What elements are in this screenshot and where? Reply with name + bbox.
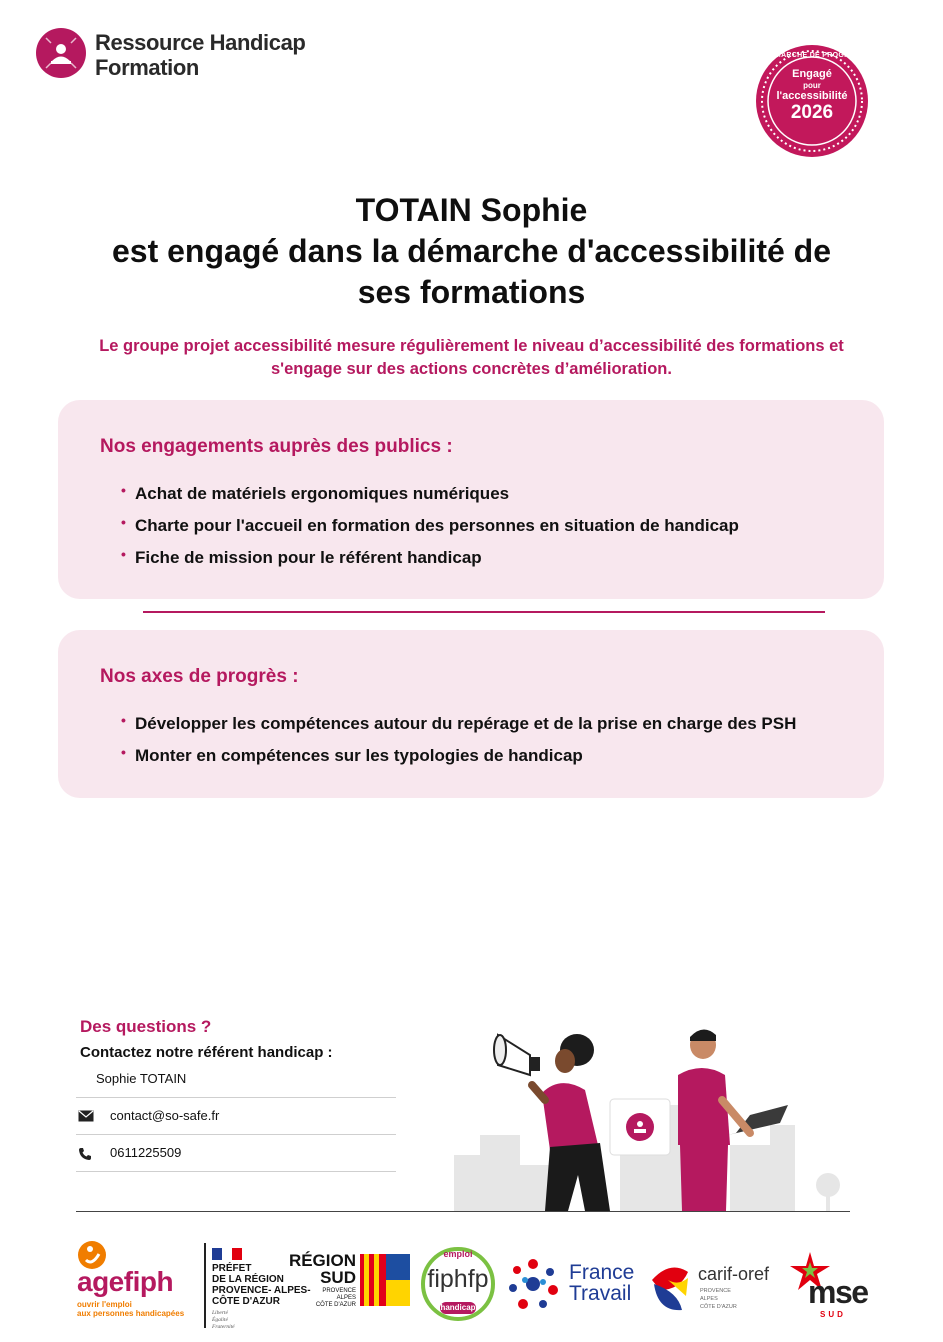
footer-divider [76,1211,850,1212]
contact-email[interactable]: contact@so-safe.fr [110,1108,220,1123]
logo-wordmark: Ressource Handicap Formation [95,30,306,80]
france-travail-dots-icon [505,1256,561,1312]
badge-line1: Engagé [792,68,832,80]
badge-line2: pour [803,81,821,90]
phone-icon [78,1147,92,1161]
contact-email-row[interactable] [76,1098,396,1135]
french-flag-icon [212,1248,242,1260]
badge-year: 2026 [790,102,834,123]
prefet-logo: PRÉFET DE LA RÉGION PROVENCE- ALPES- CÔTE D'AZUR Liberté Égalité Fraternité [212,1248,322,1334]
progres-panel [58,630,884,798]
list-item: • Fiche de mission pour le référent handicap [135,542,739,574]
list-item: • Monter en compétences sur les typologies de handicap [135,740,796,772]
list-item: • Achat de matériels ergonomiques numériques [135,478,739,510]
mse-sud-logo: mse SUD [790,1252,870,1324]
contact-name-row [76,1061,396,1098]
section-divider [143,611,825,613]
logo-mark [36,28,86,78]
badge-line3: l'accessibilité [776,90,848,102]
contact-name: Sophie TOTAIN [96,1071,187,1086]
progres-title: Nos axes de progrès : [100,666,299,687]
accessibility-badge [752,44,872,158]
region-shield-icon [360,1254,410,1306]
questions-title: Des questions ? [80,1017,212,1036]
person-icon [36,28,86,78]
contact-subtitle: Contactez notre référent handicap : [80,1044,333,1061]
carif-oref-logo: carif-oref PROVENCE ALPES CÔTE D'AZUR [648,1258,793,1316]
logo-separator [204,1243,206,1328]
list-item: • Charte pour l'accueil en formation des personnes en situation de handicap [135,510,739,542]
carif-oref-mark-icon [648,1260,692,1312]
progres-list [135,708,796,772]
engagements-list [135,478,739,574]
engagements-title: Nos engagements auprès des publics : [100,436,453,457]
page-title: TOTAIN Sophie est engagé dans la démarche d'accessibilité de ses formations [111,192,832,310]
contact-phone[interactable]: 0611225509 [110,1145,182,1160]
agefiph-logo: agefiph ouvrir l'emploi aux personnes handicapées [77,1240,202,1324]
megaphone-illustration [450,1015,850,1211]
fiphfp-logo: emploi fiphfp handicap [420,1243,496,1325]
badge-arc-text: DÉMARCHE DE PROGRÈS [764,52,860,59]
region-sud-logo: RÉGION SUD PROVENCE ALPES CÔTE D'AZUR [286,1252,411,1312]
intro-text: Le groupe projet accessibilité mesure régulièrement le niveau d’accessibilité des formations et s'engage sur des actions concrètes d’amélioration. [99,337,844,378]
france-travail-logo: France Travail [505,1256,645,1314]
list-item: • Développer les compétences autour du repérage et de la prise en charge des PSH [135,708,796,740]
engagements-panel [58,400,884,599]
envelope-icon [78,1110,94,1122]
contact-phone-row[interactable] [76,1135,396,1172]
